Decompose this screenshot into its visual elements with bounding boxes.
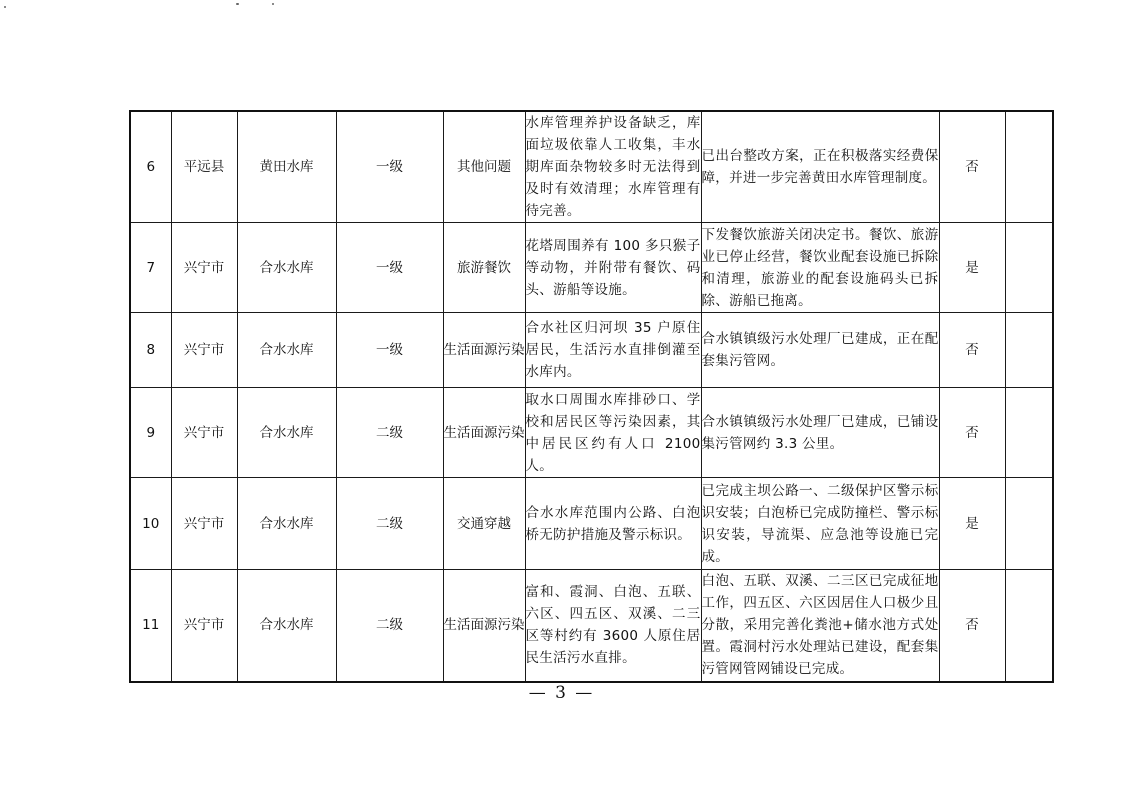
reservoir-cell: 合水水库 <box>237 388 336 478</box>
county-cell: 兴宁市 <box>171 478 237 570</box>
completed-cell: 否 <box>939 111 1005 223</box>
problem-description-text: 花塔周围养有 100 多只猴子等动物，并附带有餐饮、码头、游船等设施。 <box>525 237 701 298</box>
problem-description-text: 合水水库范围内公路、白泡桥无防护措施及警示标识。 <box>525 504 701 543</box>
completed-cell: 否 <box>939 570 1005 682</box>
county-cell: 兴宁市 <box>171 223 237 313</box>
remark-cell <box>1005 388 1053 478</box>
progress-cell <box>701 111 939 223</box>
county-cell: 兴宁市 <box>171 313 237 388</box>
completed-cell: 否 <box>939 388 1005 478</box>
remark-cell <box>1005 478 1053 570</box>
reservoir-cell: 合水水库 <box>237 478 336 570</box>
progress-text: 下发餐饮旅游关闭决定书。餐饮、旅游业已停止经营，餐饮业配套设施已拆除和清理，旅游业的配套设施码头已拆除、游船已拖离。 <box>701 226 939 309</box>
progress-cell <box>701 223 939 313</box>
remark-cell <box>1005 111 1053 223</box>
row-number: 8 <box>130 313 171 388</box>
progress-text: 已出台整改方案，正在积极落实经费保障，并进一步完善黄田水库管理制度。 <box>701 148 939 186</box>
page-number: — 3 — <box>528 683 595 703</box>
progress-text: 已完成主坝公路一、二级保护区警示标识安装；白泡桥已完成防撞栏、警示标识安装，导流渠、应急池等设施已完成。 <box>701 482 939 565</box>
progress-cell <box>701 570 939 682</box>
progress-text: 合水镇镇级污水处理厂已建成，正在配套集污管网。 <box>701 331 939 369</box>
protection-level-cell: 一级 <box>336 313 443 388</box>
problem-description-text: 水库管理养护设备缺乏，库面垃圾依靠人工收集，丰水期库面杂物较多时无法得到及时有效清理；水库管理有待完善。 <box>525 115 701 219</box>
completed-cell: 是 <box>939 478 1005 570</box>
table-row <box>130 478 1053 570</box>
table-row <box>130 313 1053 388</box>
table-row <box>130 111 1053 223</box>
protection-level-cell: 一级 <box>336 111 443 223</box>
problem-description-text: 合水社区归河坝 35 户原住居民，生活污水直排倒灌至水库内。 <box>525 320 701 380</box>
scan-speck <box>272 3 274 5</box>
problem-type-cell: 生活面源污染 <box>443 570 525 682</box>
reservoir-cell: 合水水库 <box>237 313 336 388</box>
problem-description-cell <box>525 388 701 478</box>
problem-description-cell <box>525 570 701 682</box>
county-cell: 兴宁市 <box>171 388 237 478</box>
remark-cell <box>1005 313 1053 388</box>
progress-cell <box>701 313 939 388</box>
protection-level-cell: 二级 <box>336 388 443 478</box>
problem-description-cell <box>525 313 701 388</box>
scan-speck <box>4 6 6 8</box>
row-number: 11 <box>130 570 171 682</box>
row-number: 10 <box>130 478 171 570</box>
problem-description-cell <box>525 111 701 223</box>
reservoir-cell: 合水水库 <box>237 570 336 682</box>
problem-type-cell: 其他问题 <box>443 111 525 223</box>
problem-description-text: 富和、霞洞、白泡、五联、六区、四五区、双溪、二三区等村约有 3600 人原住居民生活污水直排。 <box>525 584 701 667</box>
completed-cell: 是 <box>939 223 1005 313</box>
problem-type-cell: 生活面源污染 <box>443 313 525 388</box>
problem-type-cell: 旅游餐饮 <box>443 223 525 313</box>
problem-type-cell: 生活面源污染 <box>443 388 525 478</box>
county-cell: 兴宁市 <box>171 570 237 682</box>
problem-description-cell <box>525 478 701 570</box>
reservoir-cell: 黄田水库 <box>237 111 336 223</box>
table-row <box>130 223 1053 313</box>
scan-speck <box>236 3 239 5</box>
protection-level-cell: 二级 <box>336 570 443 682</box>
county-cell: 平远县 <box>171 111 237 223</box>
table-row <box>130 388 1053 478</box>
row-number: 6 <box>130 111 171 223</box>
row-number: 7 <box>130 223 171 313</box>
progress-cell <box>701 478 939 570</box>
completed-cell: 否 <box>939 313 1005 388</box>
problem-description-cell <box>525 223 701 313</box>
table-row <box>130 570 1053 682</box>
problem-type-cell: 交通穿越 <box>443 478 525 570</box>
remark-cell <box>1005 570 1053 682</box>
reservoir-cell: 合水水库 <box>237 223 336 313</box>
progress-text: 白泡、五联、双溪、二三区已完成征地工作，四五区、六区因居住人口极少且分散，采用完善化粪池+储水池方式处置。霞洞村污水处理站已建设，配套集污管网管网铺设已完成。 <box>701 573 939 678</box>
protection-level-cell: 一级 <box>336 223 443 313</box>
progress-cell <box>701 388 939 478</box>
row-number: 9 <box>130 388 171 478</box>
problem-description-text: 取水口周围水库排砂口、学校和居民区等污染因素，其中居民区约有人口 2100 人。 <box>525 391 701 474</box>
progress-text: 合水镇镇级污水处理厂已建成，已铺设集污管网约 3.3 公里。 <box>701 413 939 452</box>
remark-cell <box>1005 223 1053 313</box>
rectification-table <box>129 110 1054 683</box>
protection-level-cell: 二级 <box>336 478 443 570</box>
